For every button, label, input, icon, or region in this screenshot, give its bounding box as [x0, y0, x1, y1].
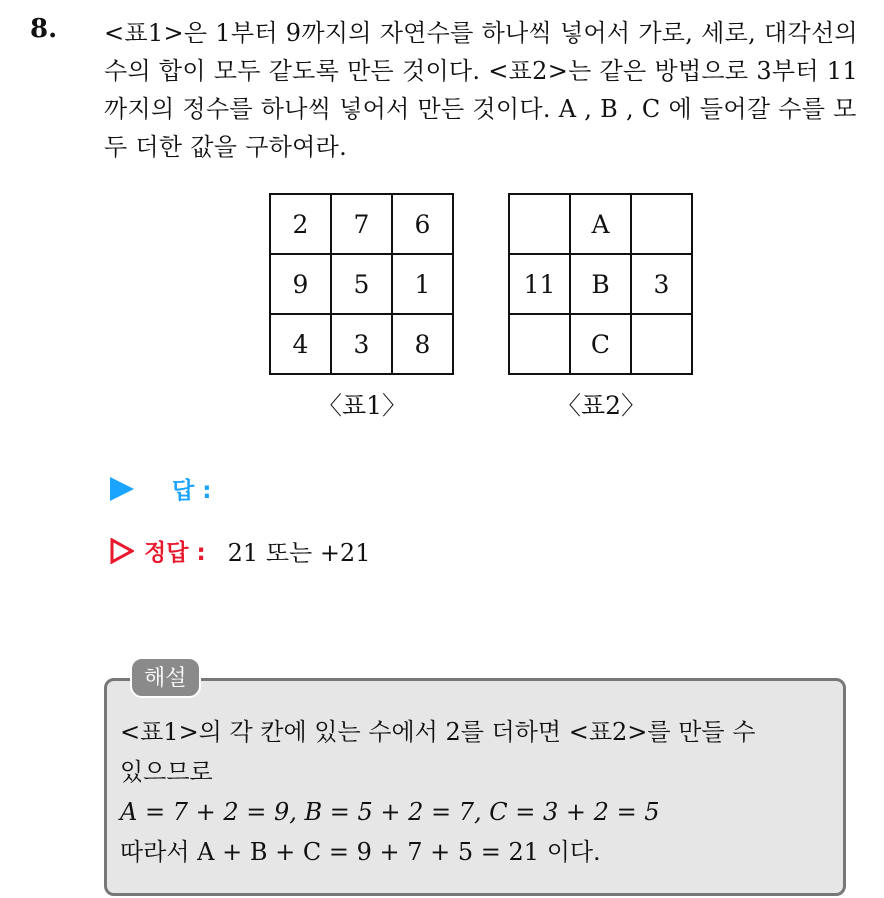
explanation-tab: 해설: [130, 657, 201, 698]
table2-cell: 11: [509, 254, 570, 314]
answer-key-value: 21 또는 +21: [227, 539, 371, 567]
table1-cell: 2: [270, 194, 331, 254]
table2-cell: B: [570, 254, 631, 314]
explanation-text: [120, 712, 830, 872]
table1-cell: 7: [331, 194, 392, 254]
table1-cell: 5: [331, 254, 392, 314]
table1-caption: 〈표1〉: [316, 391, 408, 420]
table2-cell: [509, 314, 570, 374]
table2-cell: C: [570, 314, 631, 374]
explanation-line: 있으므로: [120, 758, 213, 786]
table2-caption: 〈표2〉: [555, 391, 647, 420]
table1-cell: 1: [392, 254, 453, 314]
table1-cell: 8: [392, 314, 453, 374]
table1-cell: 9: [270, 254, 331, 314]
answer-key-label: 정답 :: [144, 540, 206, 566]
table1-cell: 4: [270, 314, 331, 374]
answer-label: 답 :: [172, 478, 212, 504]
table2-cell: [509, 194, 570, 254]
magic-square-table2: [508, 193, 693, 375]
explanation-line: <표1>의 각 칸에 있는 수에서 2를 더하면 <표2>를 만들 수: [120, 718, 756, 746]
table2-cell: [631, 314, 692, 374]
answer-key-row: [110, 533, 370, 568]
table2-cell: 3: [631, 254, 692, 314]
play-triangle-icon: [110, 477, 134, 501]
magic-square-table1: [269, 193, 454, 375]
table2-cell: [631, 194, 692, 254]
table2-cell: A: [570, 194, 631, 254]
question-text: <표1>은 1부터 9까지의 자연수를 하나씩 넣어서 가로, 세로, 대각선의 수의 합이 모두 같도록 만든 것이다. <표2>는 같은 방법으로 3부터 11까지의 정수를 하나씩 넣어서 만든 것이다. A , B , C 에 들어갈 수를 모두 더한 값을 구하여라.: [104, 19, 858, 161]
table1-cell: 3: [331, 314, 392, 374]
triangle-outline-icon: [110, 538, 134, 564]
explanation-line: A = 7 + 2 = 9, B = 5 + 2 = 7, C = 3 + 2 = 5: [120, 798, 660, 826]
table1-cell: 6: [392, 194, 453, 254]
question-number: 8.: [30, 14, 58, 44]
explanation-line: 따라서 A + B + C = 9 + 7 + 5 = 21 이다.: [120, 838, 601, 866]
answer-row: [110, 472, 211, 505]
